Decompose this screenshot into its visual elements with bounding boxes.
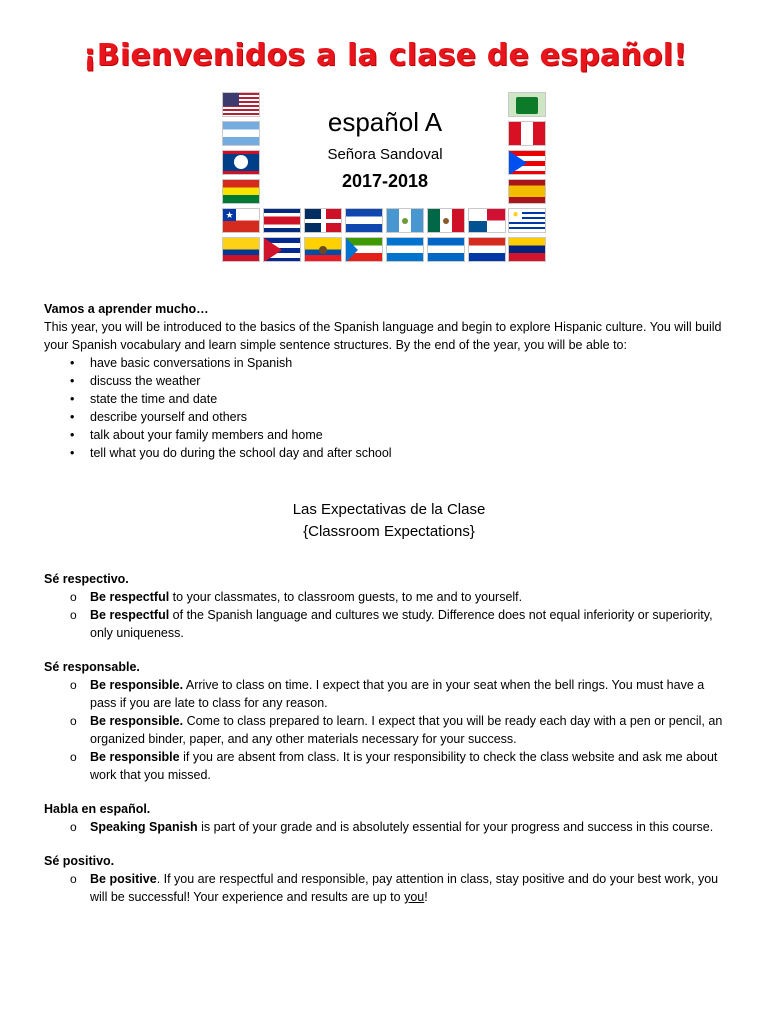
list-item: • have basic conversations in Spanish (44, 354, 734, 372)
list-item: • state the time and date (44, 390, 734, 408)
goals-list (44, 354, 734, 462)
list-item: o Be respectful of the Spanish language and cultures we study. Difference does not equal inferiority or superiority, only uniqueness. (44, 606, 734, 642)
section-heading-responsible: Sé responsable. (44, 660, 140, 674)
venezuela-flag-icon (508, 237, 546, 262)
list-item: • describe yourself and others (44, 408, 734, 426)
page-title: ¡Bienvenidos a la clase de español! (82, 38, 688, 73)
course-info (270, 106, 500, 192)
list-item: o Be responsible if you are absent from class. It is your responsibility to check the class website and ask me about work that you missed. (44, 748, 734, 784)
section-heading-respect: Sé respectivo. (44, 572, 129, 586)
nicaragua-flag-icon (427, 237, 465, 262)
spain-flag-icon (508, 179, 546, 204)
list-item: o Be respectful to your classmates, to classroom guests, to me and to yourself. (44, 588, 734, 606)
honduras-flag-icon (386, 237, 424, 262)
intro-heading: Vamos a aprender mucho… (44, 302, 209, 316)
peru-flag-icon (508, 92, 546, 117)
usa-flag-icon (222, 92, 260, 117)
paraguay-flag-icon (468, 237, 506, 262)
guatemala-flag-icon (386, 208, 424, 233)
course-name: español A (327, 107, 443, 137)
colombia-flag-icon (222, 237, 260, 262)
costa-rica-flag-icon (263, 208, 301, 233)
puerto-rico-flag-icon (508, 150, 546, 175)
section-heading-spanish: Habla en español. (44, 802, 151, 816)
list-item: • tell what you do during the school day and after school (44, 444, 734, 462)
school-year: 2017-2018 (341, 171, 429, 191)
el-salvador-flag-icon (345, 208, 383, 233)
dominican-republic-flag-icon (304, 208, 342, 233)
expectations-title: Las Expectativas de la Clase (292, 501, 486, 518)
document-body (44, 300, 734, 906)
list-item: o Be responsible. Arrive to class on time. I expect that you are in your seat when the bell rings. You must have a pass if you are late to class for any reason. (44, 676, 734, 712)
uruguay-flag-icon: ● (508, 208, 546, 233)
intro-paragraph: This year, you will be introduced to the basics of the Spanish language and begin to explore Hispanic culture. You will build your Spanish vocabulary and learn simple sentence structures. By the end of the year, you will be able to: (44, 320, 722, 352)
list-item: o Be positive. If you are respectful and responsible, pay attention in class, stay positive and do your best work, you will be successful! Your experience and results are up to you! (44, 870, 734, 906)
list-item: o Be responsible. Come to class prepared to learn. I expect that you will be ready each day with a pen or pencil, an organized binder, paper, and any other materials necessary for your success. (44, 712, 734, 748)
respect-list (44, 588, 734, 642)
list-item: o Speaking Spanish is part of your grade and is absolutely essential for your progress and success in this course. (44, 818, 734, 836)
equatorial-guinea-flag-icon (345, 237, 383, 262)
expectations-subtitle: {Classroom Expectations} (303, 523, 475, 540)
bolivia-flag-icon (222, 179, 260, 204)
list-item: • discuss the weather (44, 372, 734, 390)
positive-list (44, 870, 734, 906)
cuba-flag-icon (263, 237, 301, 262)
responsible-list (44, 676, 734, 784)
list-item: • talk about your family members and home (44, 426, 734, 444)
belize-flag-icon (222, 150, 260, 175)
argentina-flag-icon (222, 121, 260, 146)
section-heading-positive: Sé positivo. (44, 854, 115, 868)
spanish-list (44, 818, 734, 836)
mexico-flag-icon (427, 208, 465, 233)
ecuador-flag-icon (304, 237, 342, 262)
peru-coat-flag-icon (508, 121, 546, 146)
teacher-name: Señora Sandoval (327, 146, 443, 163)
panama-flag-icon (468, 208, 506, 233)
chile-flag-icon: ★ (222, 208, 260, 233)
